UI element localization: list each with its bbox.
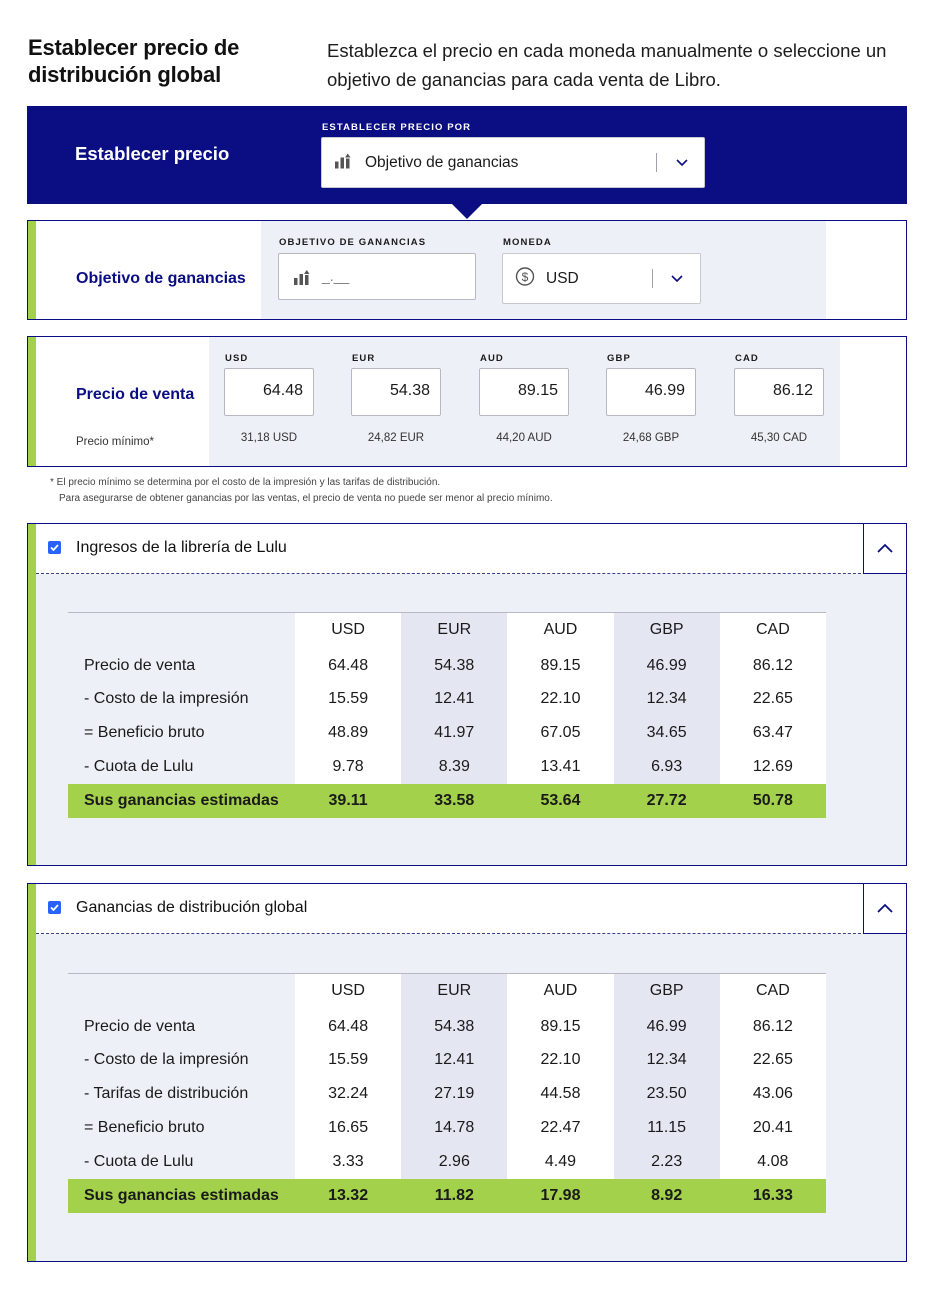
price-gbp-input[interactable]: 46.99 [606, 368, 696, 416]
table-cell: 46.99 [614, 648, 720, 682]
table-cell: 12.34 [614, 1043, 720, 1077]
table-cell: 89.15 [507, 1009, 613, 1043]
price-usd-caption: USD [225, 353, 249, 364]
global-distribution-checkbox[interactable] [48, 901, 61, 914]
row-label: = Beneficio bruto [84, 723, 205, 741]
total-label: Sus ganancias estimadas [68, 1179, 295, 1213]
page-header [28, 34, 908, 96]
currency-caption: MONEDA [503, 237, 552, 248]
price-usd-input[interactable]: 64.48 [224, 368, 314, 416]
total-cell: 50.78 [720, 784, 826, 818]
row-label: - Cuota de Lulu [84, 1152, 194, 1170]
total-cell: 13.32 [295, 1179, 401, 1213]
accent-stripe [28, 524, 36, 865]
table-row [68, 1043, 826, 1077]
table-cell: 12.34 [614, 682, 720, 716]
total-cell: 33.58 [401, 784, 507, 818]
currency-select[interactable] [502, 253, 701, 304]
collapse-toggle[interactable] [863, 884, 906, 934]
price-eur-caption: EUR [352, 353, 376, 364]
column-header: GBP [614, 613, 720, 648]
price-eur-input[interactable]: 54.38 [351, 368, 441, 416]
lulu-bookstore-title: Ingresos de la librería de Lulu [76, 539, 287, 556]
table-cell: 48.89 [295, 716, 401, 750]
chevron-up-icon [877, 900, 893, 918]
table-cell: 46.99 [614, 1009, 720, 1043]
row-label: Precio de venta [84, 656, 196, 674]
table-row [68, 1111, 826, 1145]
price-cad-caption: CAD [735, 353, 759, 364]
collapse-toggle[interactable] [863, 524, 906, 574]
global-distribution-header [36, 884, 906, 934]
table-cell: 12.41 [401, 682, 507, 716]
global-distribution-table [68, 973, 826, 1213]
table-cell: 54.38 [401, 1009, 507, 1043]
table-cell: 11.15 [614, 1111, 720, 1145]
table-cell: 67.05 [507, 716, 613, 750]
row-label: Precio de venta [84, 1017, 196, 1035]
min-price-eur: 24,82 EUR [367, 432, 425, 444]
table-header-row [68, 974, 826, 1009]
dollar-icon [515, 266, 535, 291]
table-cell: 22.10 [507, 682, 613, 716]
global-distribution-title: Ganancias de distribución global [76, 899, 308, 916]
table-cell: 15.59 [295, 682, 401, 716]
table-cell: 63.47 [720, 716, 826, 750]
bar-pointer [452, 204, 482, 219]
set-price-by-value: Objetivo de ganancias [365, 153, 519, 171]
row-label: - Costo de la impresión [84, 689, 249, 707]
table-row [68, 716, 826, 750]
set-price-by-caption: ESTABLECER PRECIO POR [322, 122, 472, 133]
table-row [68, 682, 826, 716]
sale-price-panel [27, 336, 907, 467]
lulu-bookstore-section [27, 523, 907, 866]
table-cell: 86.12 [720, 648, 826, 682]
chevron-down-icon [676, 154, 688, 172]
total-cell: 11.82 [401, 1179, 507, 1213]
table-cell: 4.08 [720, 1145, 826, 1179]
table-cell: 89.15 [507, 648, 613, 682]
table-cell: 6.93 [614, 750, 720, 784]
table-cell: 27.19 [401, 1077, 507, 1111]
total-label: Sus ganancias estimadas [68, 784, 295, 818]
currency-value: USD [546, 269, 579, 287]
bar-chart-icon [293, 269, 311, 290]
table-cell: 32.24 [295, 1077, 401, 1111]
row-label: = Beneficio bruto [84, 1118, 205, 1136]
total-cell: 16.33 [720, 1179, 826, 1213]
table-cell: 2.23 [614, 1145, 720, 1179]
table-header-row [68, 613, 826, 648]
accent-stripe [28, 337, 36, 466]
min-price-label: Precio mínimo* [76, 436, 154, 448]
table-row [68, 1009, 826, 1043]
set-price-title: Establecer precio [75, 143, 230, 164]
total-cell: 8.92 [614, 1179, 720, 1213]
page-title: Establecer precio de distribución global [28, 35, 240, 87]
chevron-up-icon [877, 540, 893, 558]
profit-target-caption: OBJETIVO DE GANANCIAS [279, 237, 427, 248]
svg-text:$: $ [521, 269, 529, 284]
table-row [68, 1077, 826, 1111]
select-divider [652, 269, 653, 288]
select-divider [656, 153, 657, 172]
column-header: GBP [614, 974, 720, 1009]
table-cell: 3.33 [295, 1145, 401, 1179]
price-cad-input[interactable]: 86.12 [734, 368, 824, 416]
column-header: AUD [507, 974, 613, 1009]
row-label: - Cuota de Lulu [84, 757, 194, 775]
min-price-aud: 44,20 AUD [496, 432, 552, 444]
profit-target-placeholder: _.__ [322, 268, 350, 284]
column-header: CAD [720, 974, 826, 1009]
lulu-bookstore-header [36, 524, 906, 574]
accent-stripe [28, 221, 36, 319]
table-cell: 44.58 [507, 1077, 613, 1111]
table-cell: 54.38 [401, 648, 507, 682]
footnote-line-1: * El precio mínimo se determina por el costo de la impresión y las tarifas de distribución. [50, 477, 441, 488]
accent-stripe [28, 884, 36, 1261]
table-cell: 86.12 [720, 1009, 826, 1043]
lulu-bookstore-table [68, 612, 826, 818]
table-cell: 9.78 [295, 750, 401, 784]
total-cell: 39.11 [295, 784, 401, 818]
row-label: - Tarifas de distribución [84, 1084, 249, 1102]
column-header: EUR [401, 613, 507, 648]
row-label: - Costo de la impresión [84, 1050, 249, 1068]
table-cell: 14.78 [401, 1111, 507, 1145]
table-row [68, 750, 826, 784]
min-price-gbp: 24,68 GBP [622, 432, 680, 444]
table-cell: 22.65 [720, 1043, 826, 1077]
table-cell: 12.41 [401, 1043, 507, 1077]
footnote-line-2: Para asegurarse de obtener ganancias por las ventas, el precio de venta no puede ser menor al precio mínimo. [59, 493, 553, 504]
total-cell: 27.72 [614, 784, 720, 818]
table-cell: 15.59 [295, 1043, 401, 1077]
table-cell: 22.10 [507, 1043, 613, 1077]
table-cell: 20.41 [720, 1111, 826, 1145]
table-cell: 64.48 [295, 648, 401, 682]
column-header: USD [295, 613, 401, 648]
table-cell: 41.97 [401, 716, 507, 750]
table-row [68, 1145, 826, 1179]
table-cell: 43.06 [720, 1077, 826, 1111]
table-cell: 34.65 [614, 716, 720, 750]
chevron-down-icon [671, 270, 683, 288]
table-cell: 12.69 [720, 750, 826, 784]
min-price-footnote [50, 475, 553, 507]
column-header: USD [295, 974, 401, 1009]
price-gbp-caption: GBP [607, 353, 631, 364]
table-cell: 4.49 [507, 1145, 613, 1179]
column-header: CAD [720, 613, 826, 648]
set-price-by-select[interactable] [321, 137, 705, 188]
table-cell: 16.65 [295, 1111, 401, 1145]
table-cell: 2.96 [401, 1145, 507, 1179]
set-price-bar [27, 106, 907, 204]
column-header: EUR [401, 974, 507, 1009]
global-distribution-section [27, 883, 907, 1262]
total-row [68, 1179, 826, 1213]
table-cell: 13.41 [507, 750, 613, 784]
min-price-usd: 31,18 USD [240, 432, 298, 444]
profit-target-label: Objetivo de ganancias [76, 270, 246, 287]
table-cell: 22.47 [507, 1111, 613, 1145]
price-aud-input[interactable]: 89.15 [479, 368, 569, 416]
table-cell: 64.48 [295, 1009, 401, 1043]
table-cell: 8.39 [401, 750, 507, 784]
profit-target-input[interactable] [278, 253, 476, 300]
total-row [68, 784, 826, 818]
table-row [68, 648, 826, 682]
total-cell: 53.64 [507, 784, 613, 818]
price-aud-caption: AUD [480, 353, 504, 364]
table-cell: 22.65 [720, 682, 826, 716]
bar-chart-icon [334, 152, 352, 173]
sale-price-label: Precio de venta [76, 386, 195, 403]
lulu-bookstore-checkbox[interactable] [48, 541, 61, 554]
min-price-cad: 45,30 CAD [750, 432, 808, 444]
table-cell: 23.50 [614, 1077, 720, 1111]
profit-target-panel [27, 220, 907, 320]
page-description: Establezca el precio en cada moneda manualmente o seleccione un objetivo de ganancias para cada venta de Libro. [327, 40, 887, 90]
column-header: AUD [507, 613, 613, 648]
total-cell: 17.98 [507, 1179, 613, 1213]
